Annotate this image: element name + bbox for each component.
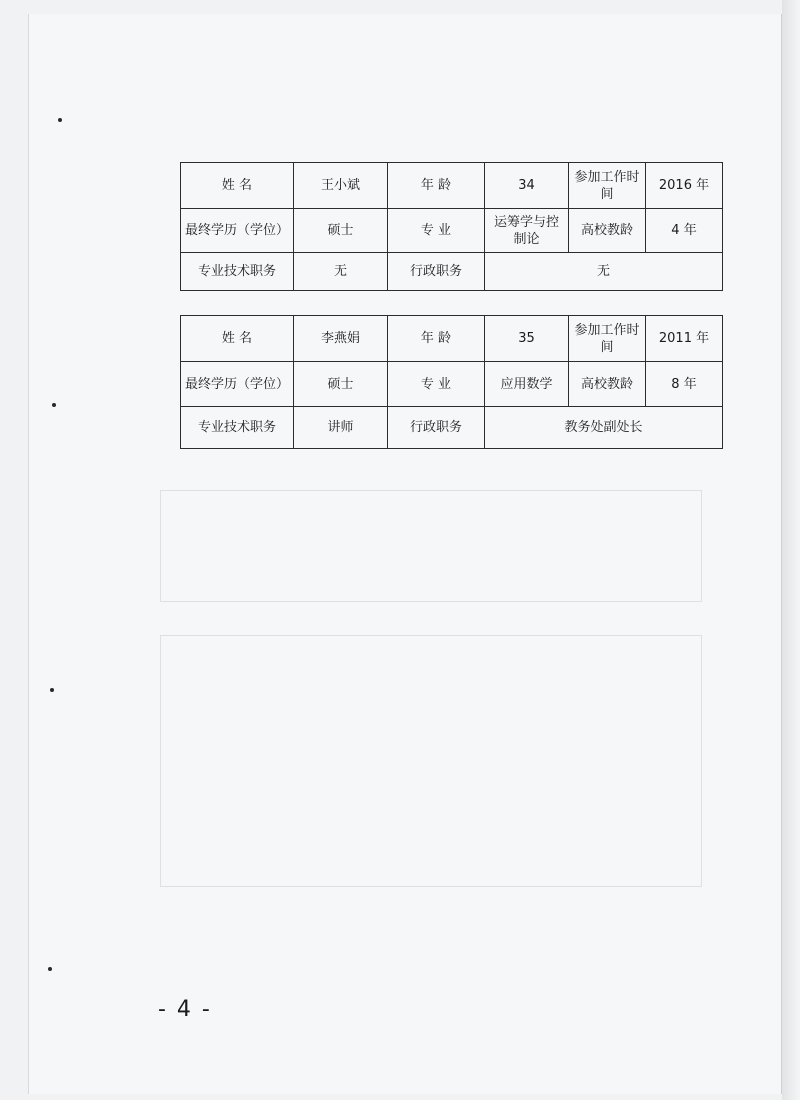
age-label: 年 龄 — [388, 316, 485, 362]
name-value: 王小斌 — [294, 163, 388, 209]
binding-hole — [58, 118, 62, 122]
bleed-through-table — [160, 490, 702, 602]
work-start-value: 2016 年 — [646, 163, 723, 209]
binding-hole — [48, 967, 52, 971]
page-number: - 4 - — [158, 997, 212, 1022]
admin-value: 无 — [485, 253, 723, 291]
page-edge — [782, 0, 800, 1100]
binding-hole — [52, 403, 56, 407]
teaching-years-value: 4 年 — [646, 209, 723, 253]
education-value: 硕士 — [294, 362, 388, 407]
education-value: 硕士 — [294, 209, 388, 253]
title-value: 讲师 — [294, 407, 388, 449]
admin-value: 教务处副处长 — [485, 407, 723, 449]
education-label: 最终学历（学位） — [181, 209, 294, 253]
major-value: 运筹学与控制论 — [485, 209, 569, 253]
teaching-years-label: 高校教龄 — [569, 209, 646, 253]
work-start-label: 参加工作时间 — [569, 316, 646, 362]
age-label: 年 龄 — [388, 163, 485, 209]
title-label: 专业技术职务 — [181, 253, 294, 291]
major-label: 专 业 — [388, 209, 485, 253]
bleed-through-table — [160, 635, 702, 887]
name-label: 姓 名 — [181, 163, 294, 209]
age-value: 34 — [485, 163, 569, 209]
major-value: 应用数学 — [485, 362, 569, 407]
name-value: 李燕娟 — [294, 316, 388, 362]
admin-label: 行政职务 — [388, 407, 485, 449]
admin-label: 行政职务 — [388, 253, 485, 291]
title-value: 无 — [294, 253, 388, 291]
education-label: 最终学历（学位） — [181, 362, 294, 407]
teaching-years-label: 高校教龄 — [569, 362, 646, 407]
title-label: 专业技术职务 — [181, 407, 294, 449]
age-value: 35 — [485, 316, 569, 362]
binding-hole — [50, 688, 54, 692]
name-label: 姓 名 — [181, 316, 294, 362]
work-start-label: 参加工作时间 — [569, 163, 646, 209]
teacher-info-table-2 — [180, 315, 723, 449]
teaching-years-value: 8 年 — [646, 362, 723, 407]
major-label: 专 业 — [388, 362, 485, 407]
teacher-info-table-1 — [180, 162, 723, 291]
work-start-value: 2011 年 — [646, 316, 723, 362]
